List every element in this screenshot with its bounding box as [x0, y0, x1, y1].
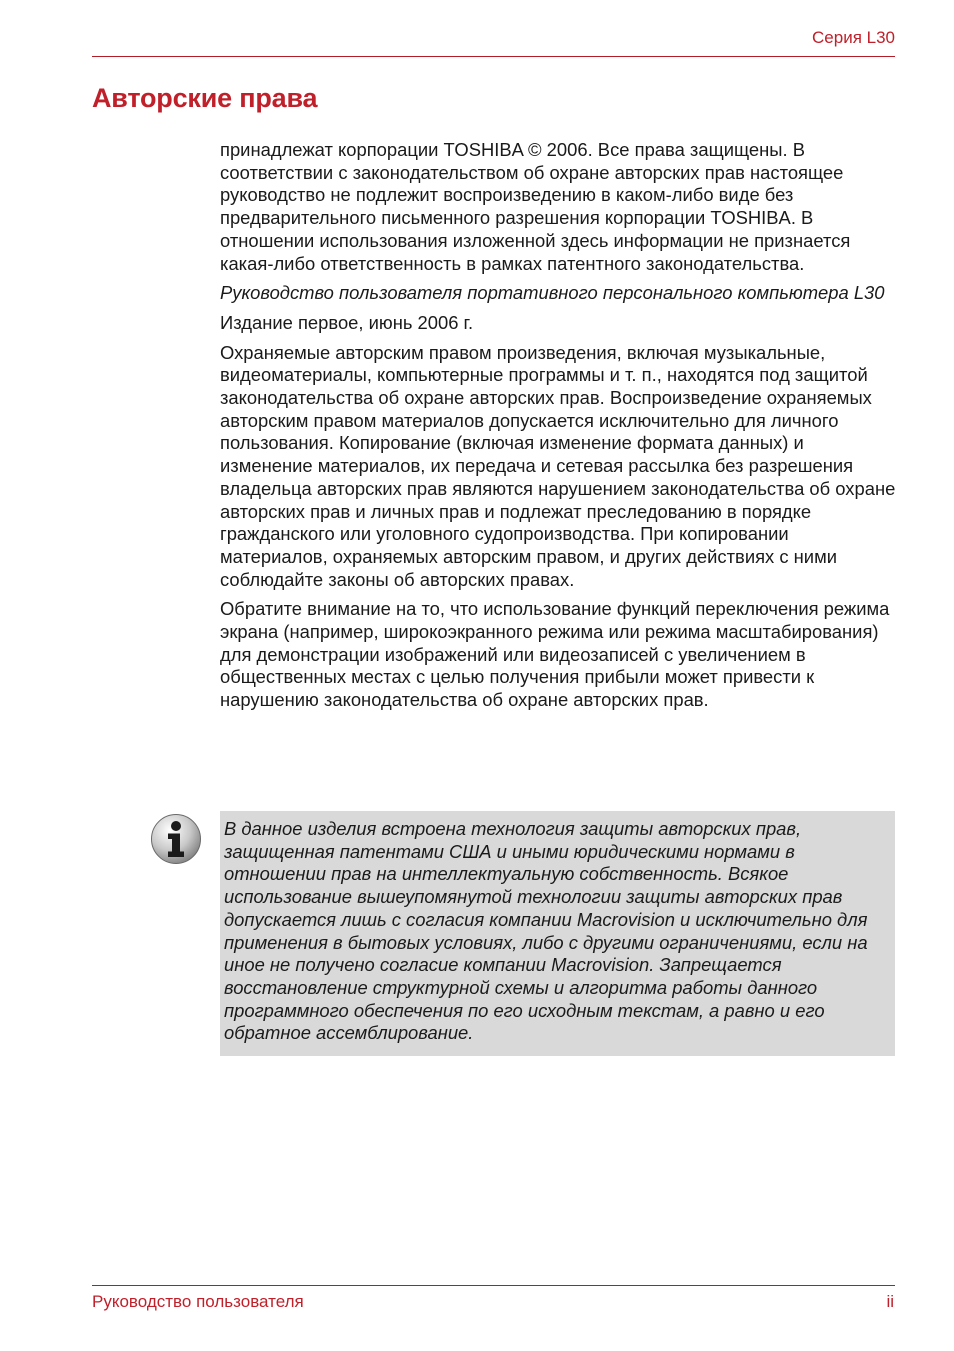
info-icon — [150, 813, 202, 865]
header-rule — [92, 56, 895, 57]
note-text: В данное изделия встроена технология защиты авторских прав, защищенная патентами США и иными юридическими нормами в отношении прав на интеллектуальную собственность. Всякое использование вышеупомянутой технологии защиты авторских прав допускается лишь с согласия компании Macrovision и исключительно для применения в бытовых условиях, либо с другими ограничениями, если на иное не получено согласие компании Macrovision. Запрещается восстановление структурной схемы и алгоритма работы данного программного обеспечения по его исходным текстам, а равно и его обратное ассемблирование. — [224, 818, 868, 1044]
body-text — [220, 139, 900, 719]
footer-rule — [92, 1285, 895, 1286]
header-series: Серия L30 — [812, 28, 895, 47]
paragraph: Обратите внимание на то, что использование функций переключения режима экрана (например, широкоэкранного режима или режима масштабирования) для демонстрации изображений или видеозаписей с увеличением в общественных местах с целью получения прибыли может привести к нарушению законодательства об охране авторских прав. — [220, 598, 890, 711]
footer-title: Руководство пользователя — [92, 1292, 304, 1311]
note-box — [220, 811, 895, 1056]
paragraph: Издание первое, июнь 2006 г. — [220, 311, 474, 333]
page-number: ii — [886, 1292, 894, 1311]
page-title: Авторские права — [92, 83, 318, 113]
paragraph: Охраняемые авторским правом произведения, включая музыкальные, видеоматериалы, компьютерные программы и т. п., находятся под защитой законодательства об охране авторских прав. Воспроизведение охраняемых авторским правом материалов допускается исключительно для личного пользования. Копирование (включая изменение формата данных) и изменение материалов, их передача и сетевая рассылка без разрешения владельца авторских прав являются нарушением законодательства об охране авторских прав и личных прав и подлежат преследованию в порядке гражданского или уголовного судопроизводства. При копировании материалов, охраняемых авторским правом, и других действиях с ними соблюдайте законы об авторских правах. — [220, 341, 896, 590]
paragraph: принадлежат корпорации TOSHIBA © 2006. Все права защищены. В соответствии с законодательством об охране авторских прав настоящее руководство не подлежит воспроизведению в каком-либо виде без предварительного письменного разрешения корпорации TOSHIBA. В отношении использования изложенной здесь информации не признается какая-либо ответственность в рамках патентного законодательства. — [220, 139, 851, 274]
paragraph: Руководство пользователя портативного персонального компьютера L30 — [220, 282, 885, 304]
